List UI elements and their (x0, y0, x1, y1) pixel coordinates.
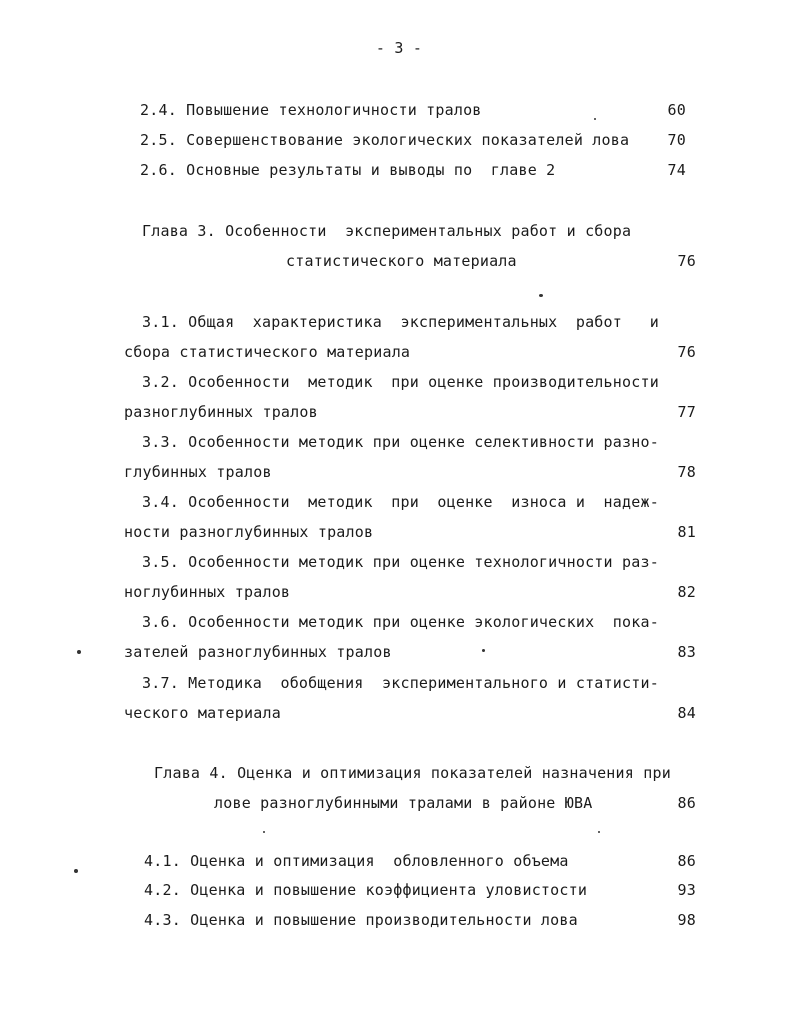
toc-entry-page: 98 (677, 911, 696, 929)
chapter-heading-line1: Глава 3. Особенности экспериментальных работ и сбора (142, 222, 632, 240)
toc-entry-line2: ческого материала (124, 704, 281, 722)
toc-entry-page: 82 (677, 583, 696, 601)
toc-entry-page: 84 (677, 704, 696, 722)
toc-entry-title: 2.4. Повышение технологичности тралов (140, 101, 482, 119)
toc-entry-line1: 3.5. Особенности методик при оценке технологичности раз- (142, 553, 659, 571)
toc-entry-title: 2.6. Основные результаты и выводы по главе 2 (140, 161, 556, 179)
scan-speck (74, 869, 78, 873)
toc-entry-line1: 3.1. Общая характеристика экспериментальных работ и (142, 313, 659, 331)
toc-entry-line1: 3.3. Особенности методик при оценке селективности разно- (142, 433, 659, 451)
toc-entry-page: 74 (667, 161, 686, 179)
scan-speck (598, 831, 600, 833)
toc-entry-page: 93 (677, 881, 696, 899)
toc-entry-title: 4.2. Оценка и повышение коэффициента уловистости (144, 881, 588, 899)
toc-entry-page: 70 (667, 131, 686, 149)
toc-entry-line2: ности разноглубинных тралов (124, 523, 374, 541)
toc-entry-line1: 3.7. Методика обобщения экспериментального и статисти- (142, 674, 659, 692)
scan-speck (539, 294, 543, 297)
scan-speck (482, 649, 485, 652)
scan-speck (594, 118, 596, 120)
toc-entry-line2: глубинных тралов (124, 463, 272, 481)
toc-entry-page: 83 (677, 643, 696, 661)
page-number: - 3 - (375, 39, 423, 57)
toc-entry-line1: 3.4. Особенности методик при оценке износа и надеж- (142, 493, 659, 511)
toc-entry-line2: ноглубинных тралов (124, 583, 291, 601)
scan-speck (263, 831, 265, 833)
toc-entry-line2: зателей разноглубинных тралов (124, 643, 392, 661)
toc-entry-page: 77 (677, 403, 696, 421)
chapter-heading-line2: лове разноглубинными тралами в районе ЮВА (214, 794, 593, 812)
chapter-heading-line2: статистического материала (286, 252, 517, 270)
toc-entry-page: 86 (677, 852, 696, 870)
toc-entry-title: 2.5. Совершенствование экологических показателей лова (140, 131, 630, 149)
toc-entry-title: 4.3. Оценка и повышение производительности лова (144, 911, 578, 929)
toc-entry-page: 78 (677, 463, 696, 481)
chapter-heading-page: 76 (677, 252, 696, 270)
chapter-heading-line1: Глава 4. Оценка и оптимизация показателей назначения при (154, 764, 671, 782)
toc-entry-page: 76 (677, 343, 696, 361)
toc-entry-line1: 3.6. Особенности методик при оценке экологических пока- (142, 613, 659, 631)
toc-entry-title: 4.1. Оценка и оптимизация обловленного объема (144, 852, 569, 870)
toc-entry-line1: 3.2. Особенности методик при оценке производительности (142, 373, 659, 391)
toc-entry-line2: сбора статистического материала (124, 343, 411, 361)
chapter-heading-page: 86 (677, 794, 696, 812)
scan-speck (77, 650, 81, 654)
toc-entry-page: 81 (677, 523, 696, 541)
toc-entry-line2: разноглубинных тралов (124, 403, 318, 421)
toc-entry-page: 60 (667, 101, 686, 119)
